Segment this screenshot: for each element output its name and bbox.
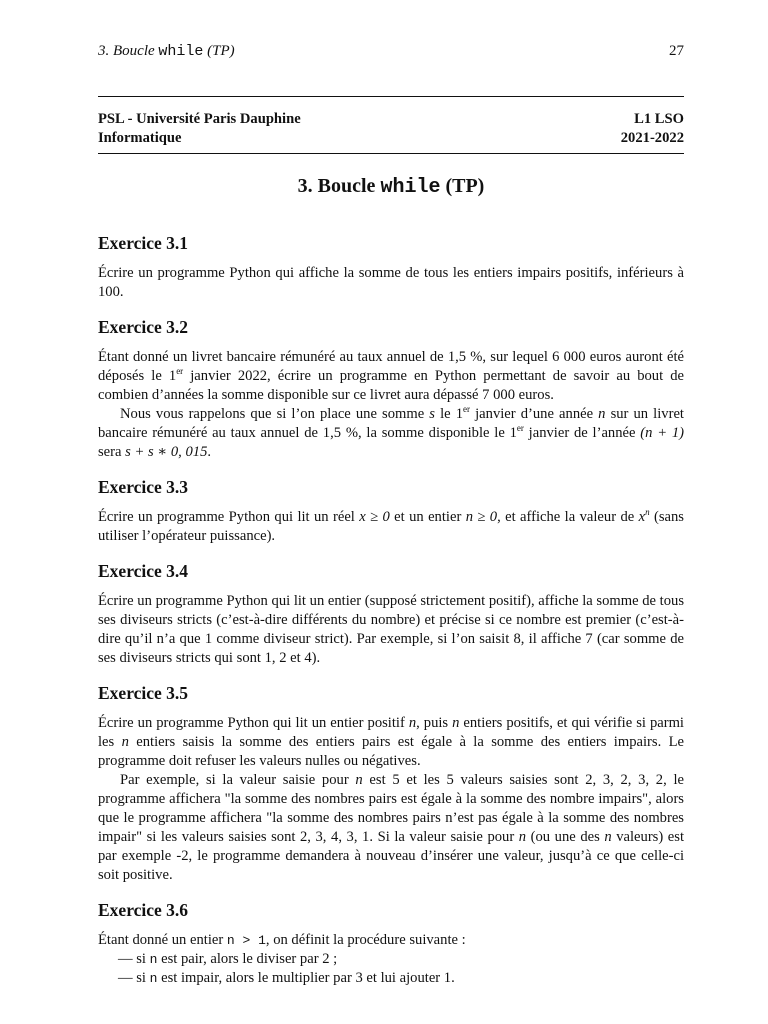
- department-name: Informatique: [98, 130, 182, 146]
- institution-block: [98, 110, 684, 148]
- exercise-3-4: [98, 560, 684, 668]
- exercise-3-6: [98, 899, 684, 988]
- exercise-3-3: [98, 476, 684, 546]
- chapter-title: 3. Boucle while (TP): [297, 175, 485, 199]
- exercise-3-5: [98, 682, 684, 885]
- exercise-text: Écrire un programme Python qui affiche la somme de tous les entiers impairs positifs, inférieurs à 100.: [98, 265, 684, 300]
- header-rule-top: [98, 96, 684, 97]
- exercise-paragraph-1: Écrire un programme Python qui lit un entier positif n, puis n entiers positifs, et qui vérifie si parmi les n entiers saisis la somme des entiers pairs est égale à la somme des entiers impairs. Le programme doit refuser les valeurs nulles ou négatives.: [98, 715, 684, 769]
- exercise-3-1: [98, 232, 684, 302]
- formula: (n + 1): [640, 425, 684, 441]
- exercise-title: Exercice 3.2: [98, 317, 189, 337]
- exercise-paragraph-1: Étant donné un livret bancaire rémunéré au taux annuel de 1,5 %, sur lequel 6 000 euros auront été déposés le 1er janvier 2022, écrire un programme en Python permettant de savoir au bout de combien d’années la somme disponible sur ce livret aura dépassé 7 000 euros.: [98, 349, 684, 403]
- procedure-list: [98, 950, 684, 988]
- institution-left: [98, 110, 301, 148]
- exercise-paragraph-2: Nous vous rappelons que si l’on place une somme s le 1er janvier d’une année n sur un livret bancaire rémunéré au taux annuel de 1,5 %, la somme disponible le 1er janvier de l’année (n + 1) sera s + s ∗ 0, 015.: [98, 404, 684, 460]
- academic-year: 2021-2022: [620, 130, 684, 146]
- header-rule-bottom: [98, 153, 684, 154]
- exercise-3-2: [98, 316, 684, 462]
- running-header: [98, 42, 684, 61]
- exercise-list: [98, 232, 684, 1002]
- exercise-text: Écrire un programme Python qui lit un entier (supposé strictement positif), affiche la somme de tous ses diviseurs stricts (c’est-à-dire différents du nombre) et précise si ce nombre est premier (c’est-à-dire qu’il n’a que 1 comme diviseur strict). Par exemple, si l’on saisit 8, il affiche 7 (car somme de ses diviseurs stricts qui sont 1, 2 et 4).: [98, 593, 684, 666]
- university-name: PSL - Université Paris Dauphine: [98, 111, 301, 127]
- formula: s + s ∗ 0, 015: [125, 444, 208, 460]
- exercise-intro: Étant donné un entier n > 1, on définit la procédure suivante :: [98, 932, 466, 948]
- exercise-text: Écrire un programme Python qui lit un réel x ≥ 0 et un entier n ≥ 0, et affiche la valeur de $x^n$ (sans utiliser l’opérateur puissance).: [98, 507, 684, 544]
- exercise-title: Exercice 3.4: [98, 561, 189, 581]
- exercise-title: Exercice 3.5: [98, 683, 189, 703]
- exercise-title: Exercice 3.6: [98, 900, 189, 920]
- exercise-title: Exercice 3.1: [98, 233, 189, 253]
- list-item: — si n est pair, alors le diviser par 2 ;: [118, 950, 684, 969]
- course-level: L1 LSO: [634, 111, 684, 127]
- exercise-paragraph-2: Par exemple, si la valeur saisie pour n est 5 et les 5 valeurs saisies sont 2, 3, 2, 3, 2, le programme affichera "la somme des nombres pairs est égale à la somme des nombre impairs", alors que le programme affichera "la somme des nombres pairs n’est pas égale à la somme des nombres impair" si les valeurs saisies sont 2, 3, 4, 3, 1. Si la valeur saisie pour n (ou une des n valeurs) est par exemple -2, le programme demandera à nouveau d’insérer une valeur, jusqu’à ce que celle-ci soit positive.: [98, 772, 684, 883]
- list-item: — si n est impair, alors le multiplier par 3 et lui ajouter 1.: [118, 969, 684, 988]
- institution-right: [621, 110, 684, 148]
- exercise-title: Exercice 3.3: [98, 477, 189, 497]
- page-number: 27: [669, 43, 684, 59]
- running-title: 3. Boucle while (TP): [98, 43, 235, 60]
